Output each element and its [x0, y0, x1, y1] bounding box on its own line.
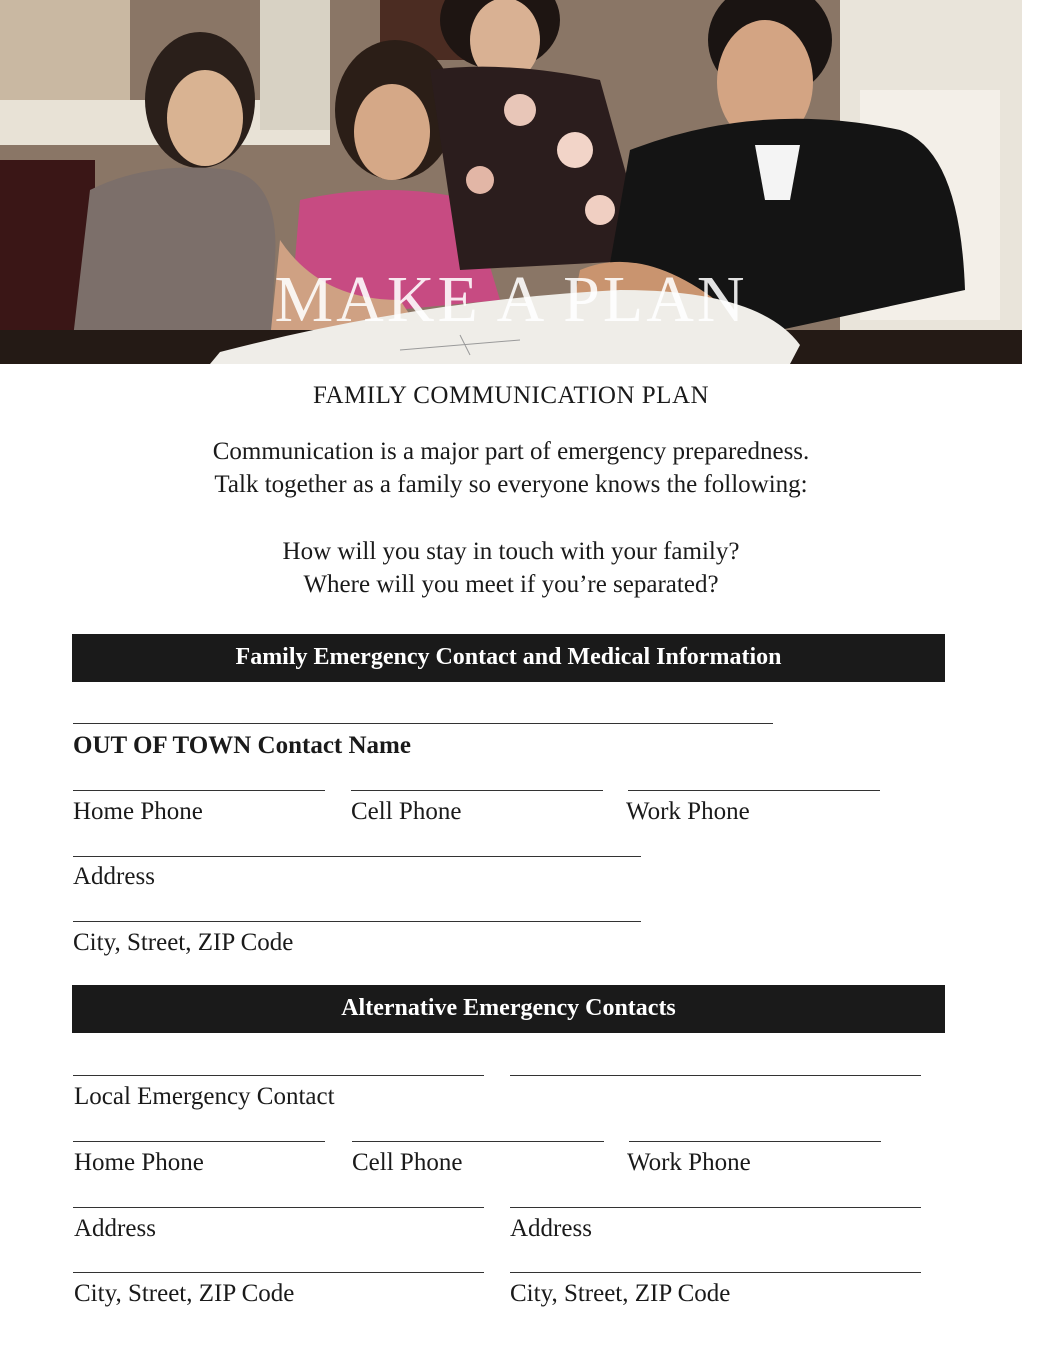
address-field[interactable] [73, 856, 641, 857]
alt-work-phone-field[interactable] [629, 1141, 881, 1142]
hero-photo [0, 0, 1022, 364]
contact-name-field[interactable] [73, 723, 773, 724]
section-heading-alternative-contacts: Alternative Emergency Contacts [72, 985, 945, 1033]
work-phone-field[interactable] [628, 790, 880, 791]
alt-home-phone-label: Home Phone [74, 1149, 204, 1176]
cell-phone-label: Cell Phone [351, 798, 462, 825]
intro-line-1: Communication is a major part of emergency preparedness. [212, 438, 810, 465]
alt-city-field-left[interactable] [73, 1272, 484, 1273]
cell-phone-field[interactable] [351, 790, 603, 791]
alt-address-label-left: Address [74, 1215, 156, 1242]
section-heading-emergency-contact: Family Emergency Contact and Medical Information [72, 634, 945, 682]
alt-address-label-right: Address [510, 1215, 592, 1242]
city-field[interactable] [73, 921, 641, 922]
hero-title: MAKE A PLAN [274, 263, 748, 336]
alt-address-field-left[interactable] [73, 1207, 484, 1208]
local-contact-label: Local Emergency Contact [74, 1083, 335, 1110]
alt-city-label-right: City, Street, ZIP Code [510, 1280, 731, 1307]
alt-city-label-left: City, Street, ZIP Code [74, 1280, 295, 1307]
intro-question-1: How will you stay in touch with your family? [282, 538, 740, 565]
alt-city-field-right[interactable] [510, 1272, 921, 1273]
intro-line-2: Talk together as a family so everyone knows the following: [214, 471, 808, 498]
city-label: City, Street, ZIP Code [73, 929, 294, 956]
home-phone-label: Home Phone [73, 798, 203, 825]
home-phone-field[interactable] [73, 790, 325, 791]
alt-home-phone-field[interactable] [73, 1141, 325, 1142]
alt-cell-phone-label: Cell Phone [352, 1149, 463, 1176]
alt-work-phone-label: Work Phone [627, 1149, 751, 1176]
address-label: Address [73, 863, 155, 890]
local-contact-field-2[interactable] [510, 1075, 921, 1076]
intro-question-2: Where will you meet if you’re separated? [303, 571, 719, 598]
alt-cell-phone-field[interactable] [352, 1141, 604, 1142]
work-phone-label: Work Phone [626, 798, 750, 825]
document-title: FAMILY COMMUNICATION PLAN [312, 382, 710, 409]
local-contact-field[interactable] [73, 1075, 484, 1076]
alt-address-field-right[interactable] [510, 1207, 921, 1208]
contact-name-label: OUT OF TOWN Contact Name [73, 732, 411, 759]
